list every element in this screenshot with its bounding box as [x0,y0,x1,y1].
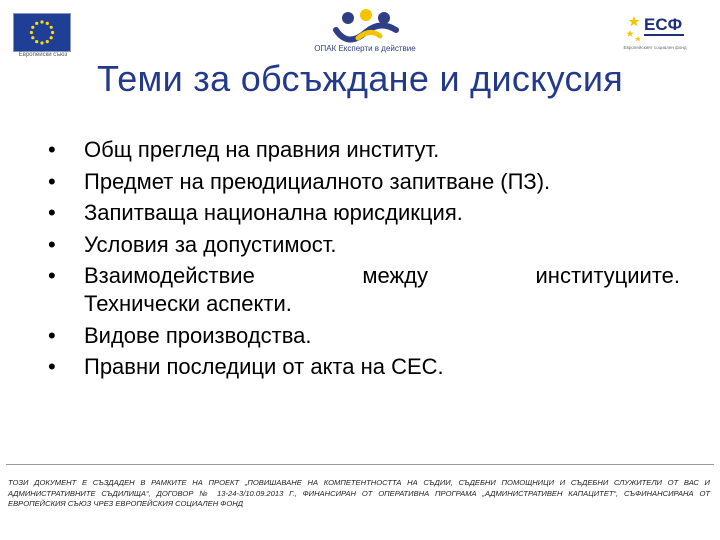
eu-flag-caption: Европейски съюз [18,52,68,58]
list-item: • Видове производства. [48,322,312,348]
bullet-icon: • [48,354,56,379]
bullet-icon: • [48,231,56,257]
bullet-icon: • [48,168,56,194]
footer-disclaimer: ТОЗИ ДОКУМЕНТ Е СЪЗДАДЕН В РАМКИТЕ НА ПРОЕКТ „ПОВИШАВАНЕ НА КОМПЕТЕНТНОСТТА НА СЪДИИ, СЪДЕБНИ ПОМОЩНИЦИ И СЪДЕБНИ СЛУЖИТЕЛИ ОТ ВАС И АДМИНИСТРАТИВНИТЕ СЪДИЛИЩА“, ДОГОВОР № 13-24-3/10.09.2013 Г., ФИНАНСИРАН ОТ ОПЕРАТИВНА ПРОГРАМА „АДМИНИСТРАТИВЕН КАПАЦИТЕТ“, СЪФИНАНСИРАНА ОТ ЕВРОПЕЙСКИЯ СЪЮЗ ЧРЕЗ ЕВРОПЕЙСКИЯ СОЦИАЛЕН ФОНД [8,478,710,508]
list-item-continuation: Технически аспекти. [84,291,292,316]
list-item: • Правни последици от акта на СЕС. [48,354,444,379]
eu-stars-icon [30,20,54,44]
bullet-icon: • [48,200,56,225]
list-item [48,262,680,318]
topic-list [48,136,680,385]
bullet-icon: • [48,137,56,162]
esf-stars-icon [626,16,641,41]
bullet-icon: • [48,322,56,348]
list-item-line: Взаимодействие между институциите. [84,263,680,288]
list-item: • Условия за допустимост. [48,231,337,257]
list-item: • Предмет на преюдициалното запитване (ПЗ). [48,168,551,194]
esf-caption: Европейският социален фонд [623,45,687,50]
footer-divider [6,464,714,465]
esf-logo-text: ЕСФ [644,15,683,34]
list-item: • Общ преглед на правния институт. [48,137,440,162]
eu-flag-logo [13,13,71,52]
list-item: • Запитваща национална юрисдикция. [48,200,463,225]
bullet-icon: • [48,263,56,288]
page-title: Теми за обсъждане и дискусия [96,58,624,99]
opak-caption: ОПАК Експерти в действие [314,44,416,53]
